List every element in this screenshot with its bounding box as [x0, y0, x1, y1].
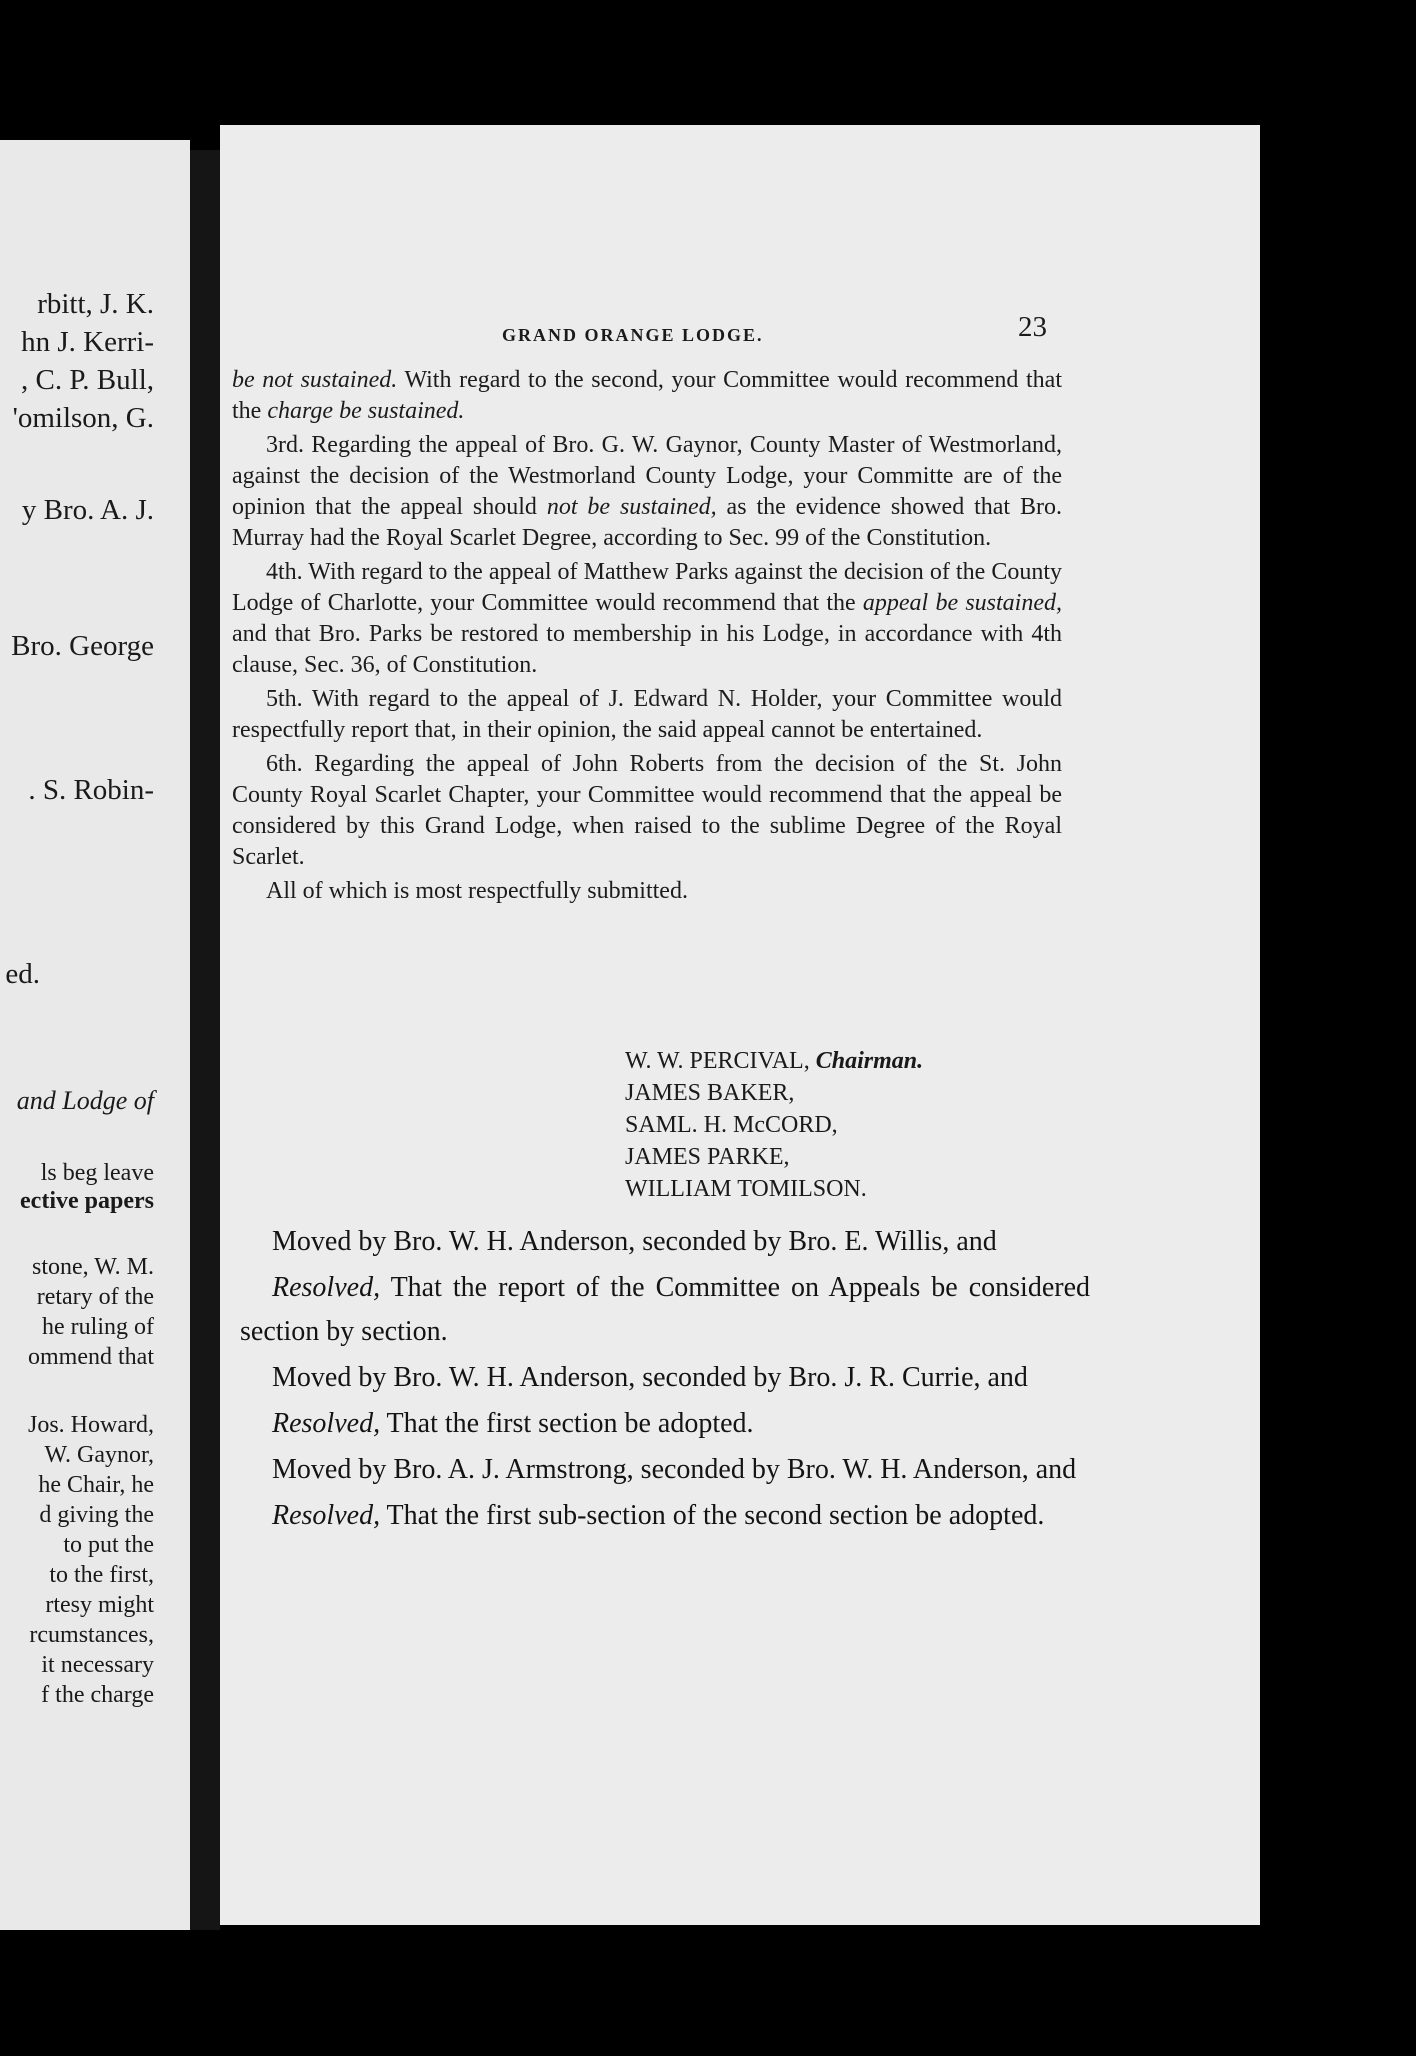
left-fragment-line: rbitt, J. K. — [37, 288, 154, 320]
left-fragment-line: Bro. George — [11, 630, 154, 662]
emphasis: not be sustained, — [546, 494, 717, 520]
report-paragraph: 6th. Regarding the appeal of John Roberts from the decision of the St. John County Royal Scarlet Chapter, your Committee would recommend that the appeal be considered by this Grand Lodge, when raised to the sublime Degree of the Royal Scarlet. — [232, 751, 1062, 870]
text: as the evidence showed that Bro. Murray had the Royal Scarlet Degree, according to Sec. 99 of the Constitution. — [232, 494, 1062, 551]
left-fragment-line: . S. Robin- — [28, 774, 154, 806]
running-header — [220, 311, 1260, 365]
text: That the report of the Committee on Appeals be considered section by section. — [240, 1272, 1090, 1347]
signature-line: JAMES PARKE, — [625, 1144, 790, 1170]
left-fragment-line: retary of the — [36, 1284, 154, 1310]
signature-line: SAML. H. McCORD, — [625, 1112, 838, 1138]
left-fragment-line: ommend that — [28, 1344, 154, 1370]
resolved-label: Resolved, — [272, 1408, 381, 1439]
motion: Moved by Bro. W. H. Anderson, seconded by Bro. E. Willis, and — [272, 1226, 997, 1257]
book-gutter — [190, 150, 220, 1930]
resolved-label: Resolved, — [272, 1500, 381, 1531]
facing-page-fragment — [0, 140, 190, 1930]
text: and that Bro. Parks be restored to membership in his Lodge, in accordance with 4th clause, Sec. 36, of Constitution. — [232, 621, 1062, 678]
left-fragment-line: rtesy might — [45, 1592, 154, 1618]
left-fragment-line: and Lodge of — [16, 1086, 154, 1115]
left-fragment-line: ed. — [5, 958, 40, 990]
signature-block — [625, 1045, 923, 1205]
motion: Moved by Bro. A. J. Armstrong, seconded by Bro. W. H. Anderson, and — [272, 1454, 1077, 1485]
left-fragment-line: ective papers — [20, 1188, 154, 1214]
text: With regard to the second, your Committee would recommend that the — [232, 367, 1062, 424]
report-paragraph — [232, 430, 1062, 554]
committee-report — [232, 365, 1062, 907]
signature-line — [625, 1045, 923, 1077]
signature-line: JAMES BAKER, — [625, 1080, 795, 1106]
resolved-label: Resolved, — [272, 1272, 381, 1303]
minutes — [240, 1220, 1090, 1540]
signature-line: WILLIAM TOMILSON. — [625, 1176, 867, 1202]
left-fragment-line: he ruling of — [42, 1314, 154, 1340]
signatory-title: Chairman. — [815, 1048, 924, 1074]
text: That the first section be adopted. — [380, 1408, 754, 1439]
left-fragment-line: to the first, — [49, 1562, 154, 1588]
left-fragment-line: he Chair, he — [38, 1472, 154, 1498]
left-fragment-line: Jos. Howard, — [28, 1412, 154, 1438]
left-fragment-line: it necessary — [41, 1652, 154, 1678]
resolution — [240, 1266, 1090, 1354]
running-title: GRAND ORANGE LODGE. — [502, 325, 764, 345]
left-fragment-line: stone, W. M. — [31, 1254, 154, 1280]
report-paragraph: 5th. With regard to the appeal of J. Edward N. Holder, your Committee would respectfully report that, in their opinion, the said appeal cannot be entertained. — [232, 686, 1062, 743]
text: 4th. With regard to the appeal of Matthew Parks against the decision of the County Lodge of Charlotte, your Committee would recommend that the — [232, 559, 1062, 616]
signatory-name: W. W. PERCIVAL, — [625, 1048, 816, 1074]
resolution — [240, 1402, 1090, 1446]
report-paragraph — [232, 557, 1062, 681]
page-23 — [220, 125, 1260, 1925]
left-fragment-line: 'omilson, G. — [12, 402, 154, 434]
left-fragment-line: , C. P. Bull, — [21, 364, 154, 396]
left-fragment-line: d giving the — [39, 1502, 154, 1528]
emphasis: be not sustained. — [232, 367, 398, 393]
resolution — [240, 1494, 1090, 1538]
text: That the first sub-section of the second section be adopted. — [380, 1500, 1045, 1531]
report-paragraph — [232, 365, 1062, 427]
emphasis: charge be sustained. — [267, 398, 465, 424]
text: 3rd. Regarding the appeal of Bro. G. W. Gaynor, County Master of Westmorland, against the decision of the Westmorland County Lodge, your Committe are of the opinion that the appeal should — [232, 432, 1062, 520]
motion: Moved by Bro. W. H. Anderson, seconded by Bro. J. R. Currie, and — [272, 1362, 1028, 1393]
page-number: 23 — [1018, 311, 1047, 343]
report-closing: All of which is most respectfully submitted. — [266, 878, 688, 904]
left-fragment-line: ls beg leave — [40, 1160, 154, 1186]
left-fragment-line: y Bro. A. J. — [21, 494, 154, 526]
left-fragment-line: hn J. Kerri- — [21, 326, 154, 358]
left-fragment-line: rcumstances, — [29, 1622, 154, 1648]
emphasis: appeal be sustained, — [862, 590, 1063, 616]
left-fragment-line: f the charge — [41, 1682, 154, 1708]
left-fragment-line: W. Gaynor, — [44, 1442, 154, 1468]
left-fragment-line: to put the — [63, 1532, 154, 1558]
